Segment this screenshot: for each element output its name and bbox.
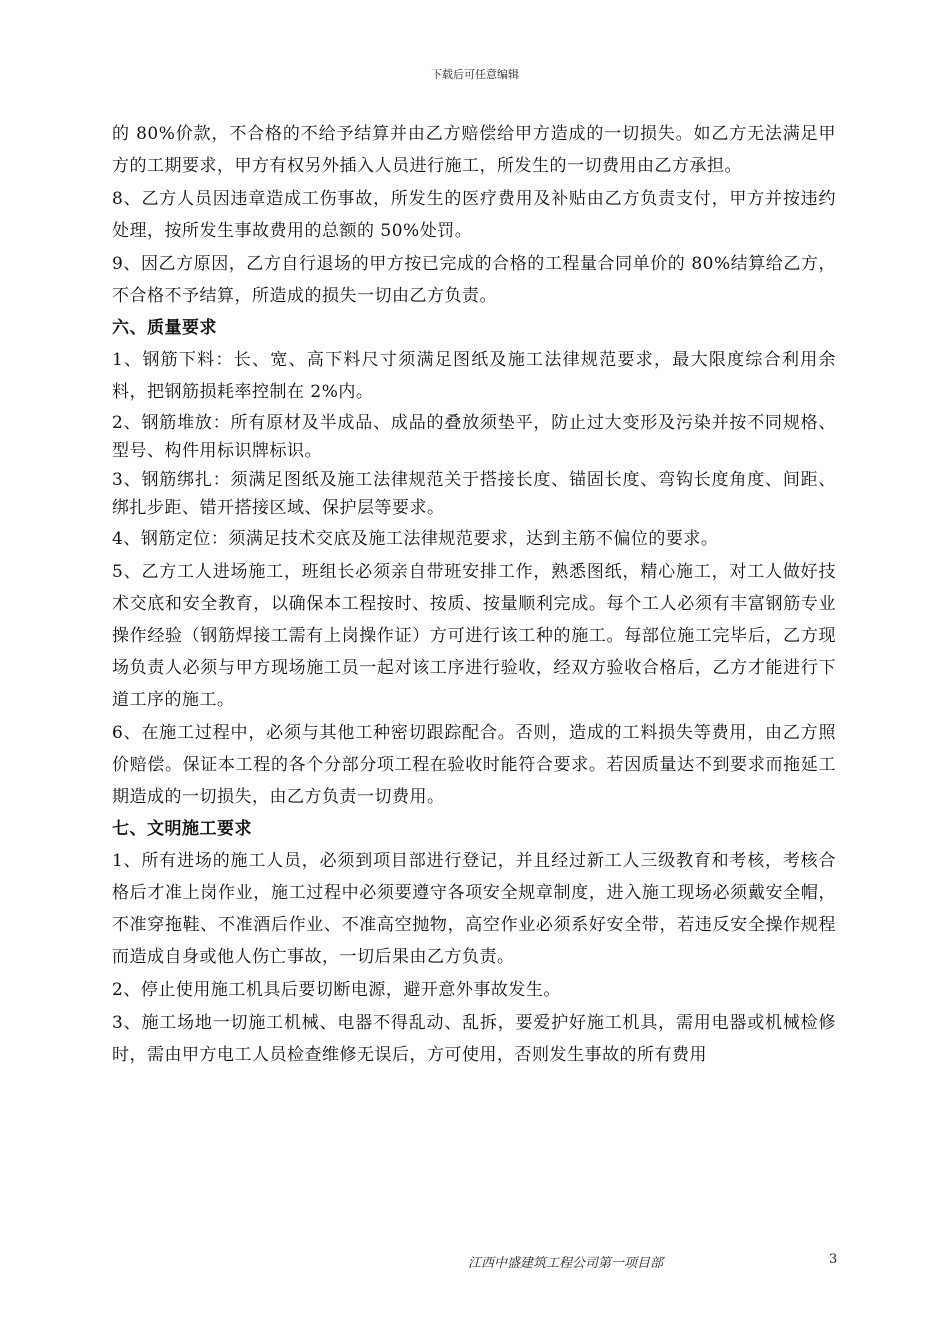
section-heading-quality: 六、质量要求 <box>112 318 217 338</box>
quality-item-6: 6、在施工过程中，必须与其他工种密切跟踪配合。否则，造成的工料损失等费用，由乙方照价赔偿。保证本工程的各个分部分项工程在验收时能符合要求。若因质量达不到要求而拖延工期造成的一切损失，由乙方负责一切费用。 <box>112 723 836 807</box>
paragraph-payment-continuation: 的 80%价款，不合格的不给予结算并由乙方赔偿给甲方造成的一切损失。如乙方无法满足甲方的工期要求，甲方有权另外插入人员进行施工，所发生的一切费用由乙方承担。 <box>112 124 836 176</box>
quality-item-2: 2、钢筋堆放：所有原材及半成品、成品的叠放须垫平，防止过大变形及污染并按不同规格、型号、构件用标识牌标识。 <box>112 413 836 461</box>
paragraph-item-9: 9、因乙方原因，乙方自行退场的甲方按已完成的合格的工程量合同单价的 80%结算给乙方，不合格不予结算，所造成的损失一切由乙方负责。 <box>112 254 836 306</box>
civilized-item-1: 1、所有进场的施工人员，必须到项目部进行登记，并且经过新工人三级教育和考核，考核合格后才准上岗作业，施工过程中必须要遵守各项安全规章制度，进入施工现场必须戴安全帽，不准穿拖鞋、不准酒后作业、不准高空抛物，高空作业必须系好安全带，若违反安全操作规程而造成自身或他人伤亡事故，一切后果由乙方负责。 <box>112 851 836 967</box>
page-header: 下载后可任意编辑 <box>431 68 519 81</box>
quality-item-1: 1、钢筋下料：长、宽、高下料尺寸须满足图纸及施工法律规范要求，最大限度综合利用余料，把钢筋损耗率控制在 2%内。 <box>112 350 836 402</box>
footer-company: 江西中盛建筑工程公司第一项目部 <box>468 1256 664 1271</box>
section-heading-civilized-construction: 七、文明施工要求 <box>112 819 252 839</box>
civilized-item-3: 3、施工场地一切施工机械、电器不得乱动、乱拆，要爱护好施工机具，需用电器或机械检修时，需由甲方电工人员检查维修无误后，方可使用，否则发生事故的所有费用 <box>112 1013 836 1065</box>
quality-item-4: 4、钢筋定位：须满足技术交底及施工法律规范要求，达到主筋不偏位的要求。 <box>112 529 719 549</box>
document-body <box>112 118 836 1072</box>
paragraph-item-8: 8、乙方人员因违章造成工伤事故，所发生的医疗费用及补贴由乙方负责支付，甲方并按违约处理，按所发生事故费用的总额的 50%处罚。 <box>112 189 836 241</box>
quality-item-3: 3、钢筋绑扎：须满足图纸及施工法律规范关于搭接长度、锚固长度、弯钩长度角度、间距、绑扎步距、错开搭接区域、保护层等要求。 <box>112 470 836 518</box>
quality-item-5: 5、乙方工人进场施工，班组长必须亲自带班安排工作，熟悉图纸，精心施工，对工人做好技术交底和安全教育，以确保本工程按时、按质、按量顺利完成。每个工人必须有丰富钢筋专业操作经验（钢筋焊接工需有上岗操作证）方可进行该工种的施工。每部位施工完毕后，乙方现场负责人必须与甲方现场施工员一起对该工序进行验收，经双方验收合格后，乙方才能进行下道工序的施工。 <box>112 562 836 710</box>
civilized-item-2: 2、停止使用施工机具后要切断电源，避开意外事故发生。 <box>112 980 561 1000</box>
page-number: 3 <box>829 1252 838 1267</box>
